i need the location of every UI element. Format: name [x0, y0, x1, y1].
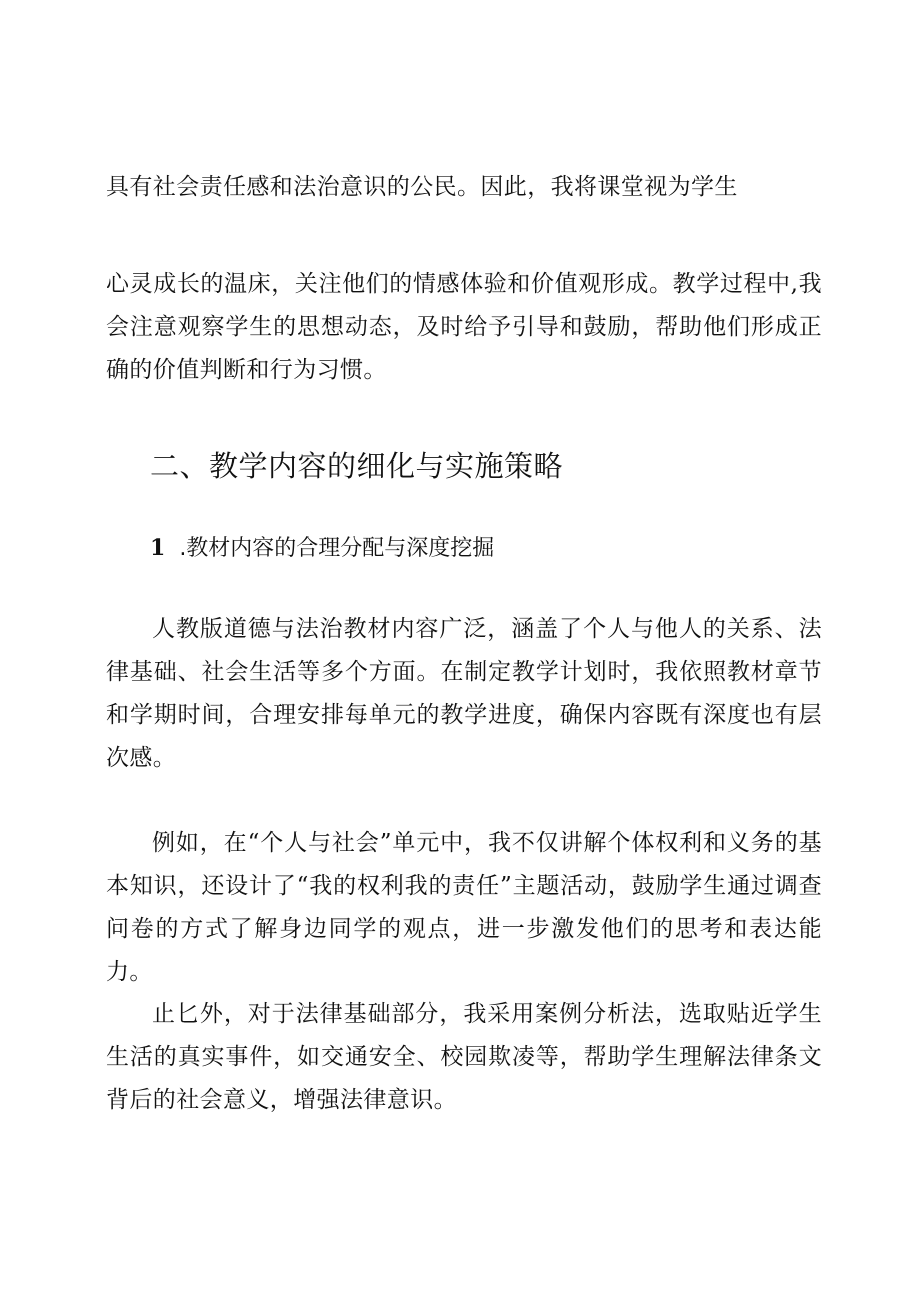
- subsection-heading: [150, 531, 494, 566]
- paragraph-values-formation: 心灵成长的温床，关注他们的情感体验和价值观形成。教学过程中,我会注意观察学生的思想动态，及时给予引导和鼓励，帮助他们形成正确的价值判断和行为习惯。: [106, 271, 822, 383]
- subsection-number: 1: [150, 535, 166, 561]
- paragraph-legal-basics: 止匕外，对于法律基础部分，我采用案例分析法，选取贴近学生生活的真实事件，如交通安全、校园欺凌等，帮助学生理解法律条文背后的社会意义，增强法律意识。: [106, 1001, 822, 1113]
- paragraph-example-unit: 例如，在“个人与社会”单元中，我不仅讲解个体权利和义务的基本知识，还设计了“我的权利我的责任”主题活动，鼓励学生通过调查问卷的方式了解身边同学的观点，进一步激发他们的思考和表达能力。: [106, 830, 822, 985]
- section-heading: 二、教学内容的细化与实施策略: [150, 449, 564, 483]
- paragraph-textbook-content: 人教版道德与法治教材内容广泛，涵盖了个人与他人的关系、法律基础、社会生活等多个方面。在制定教学计划时，我依照教材章节和学期时间，合理安排每单元的教学进度，确保内容既有深度也有层次感。: [106, 616, 822, 771]
- paragraph-continuation: 具有社会责任感和法治意识的公民。因此，我将课堂视为学生: [106, 174, 738, 200]
- subsection-title: .教材内容的合理分配与深度挖掘: [179, 536, 495, 561]
